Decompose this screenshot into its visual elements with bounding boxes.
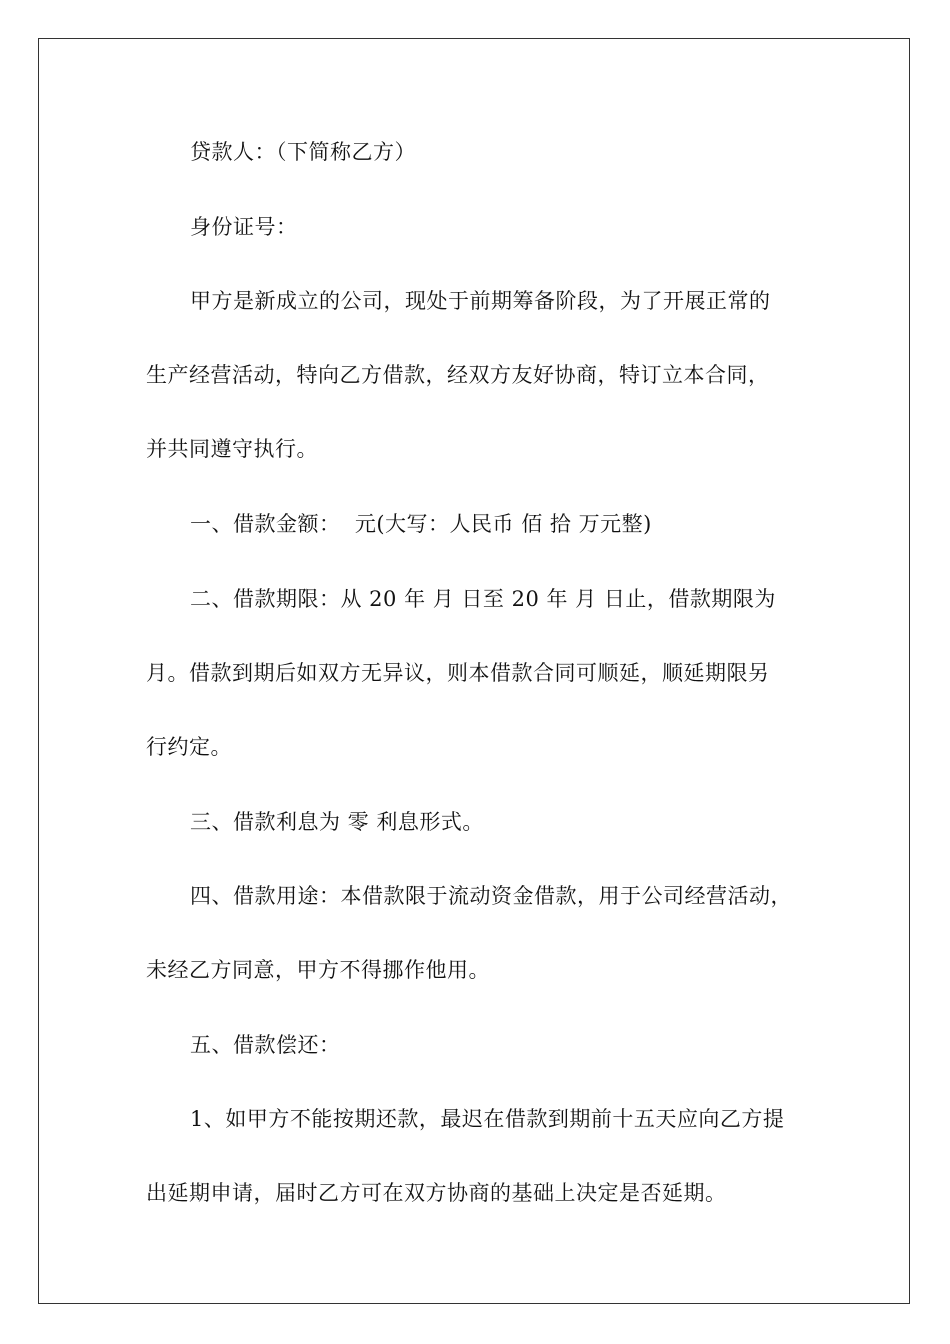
clause-5-item-1-line-2: 出延期申请，届时乙方可在双方协商的基础上决定是否延期。 [146,1181,727,1205]
clause-4-purpose-line-2: 未经乙方同意，甲方不得挪作他用。 [146,958,490,982]
clause-4-purpose-line-1: 四、借款用途：本借款限于流动资金借款，用于公司经营活动， [190,884,792,908]
id-number-line: 身份证号： [190,215,298,239]
lender-line: 贷款人：（下简称乙方） [190,140,416,164]
clause-1-amount: 一、借款金额： 元(大写：人民币 佰 拾 万元整) [190,512,652,536]
preamble-line-2: 生产经营活动，特向乙方借款，经双方友好协商，特订立本合同， [146,363,770,387]
clause-2-term-line-3: 行约定。 [146,735,232,759]
clause-2-term-line-1: 二、借款期限：从 20 年 月 日至 20 年 月 日止，借款期限为 [190,587,776,611]
clause-5-item-1-line-1: 1、如甲方不能按期还款，最迟在借款到期前十五天应向乙方提 [190,1107,785,1131]
clause-5-repayment: 五、借款偿还： [190,1033,341,1057]
clause-3-interest: 三、借款利息为 零 利息形式。 [190,810,484,834]
preamble-line-1: 甲方是新成立的公司，现处于前期筹备阶段，为了开展正常的 [190,289,771,313]
preamble-line-3: 并共同遵守执行。 [146,437,318,461]
clause-2-term-line-2: 月。借款到期后如双方无异议，则本借款合同可顺延，顺延期限另 [146,661,770,685]
